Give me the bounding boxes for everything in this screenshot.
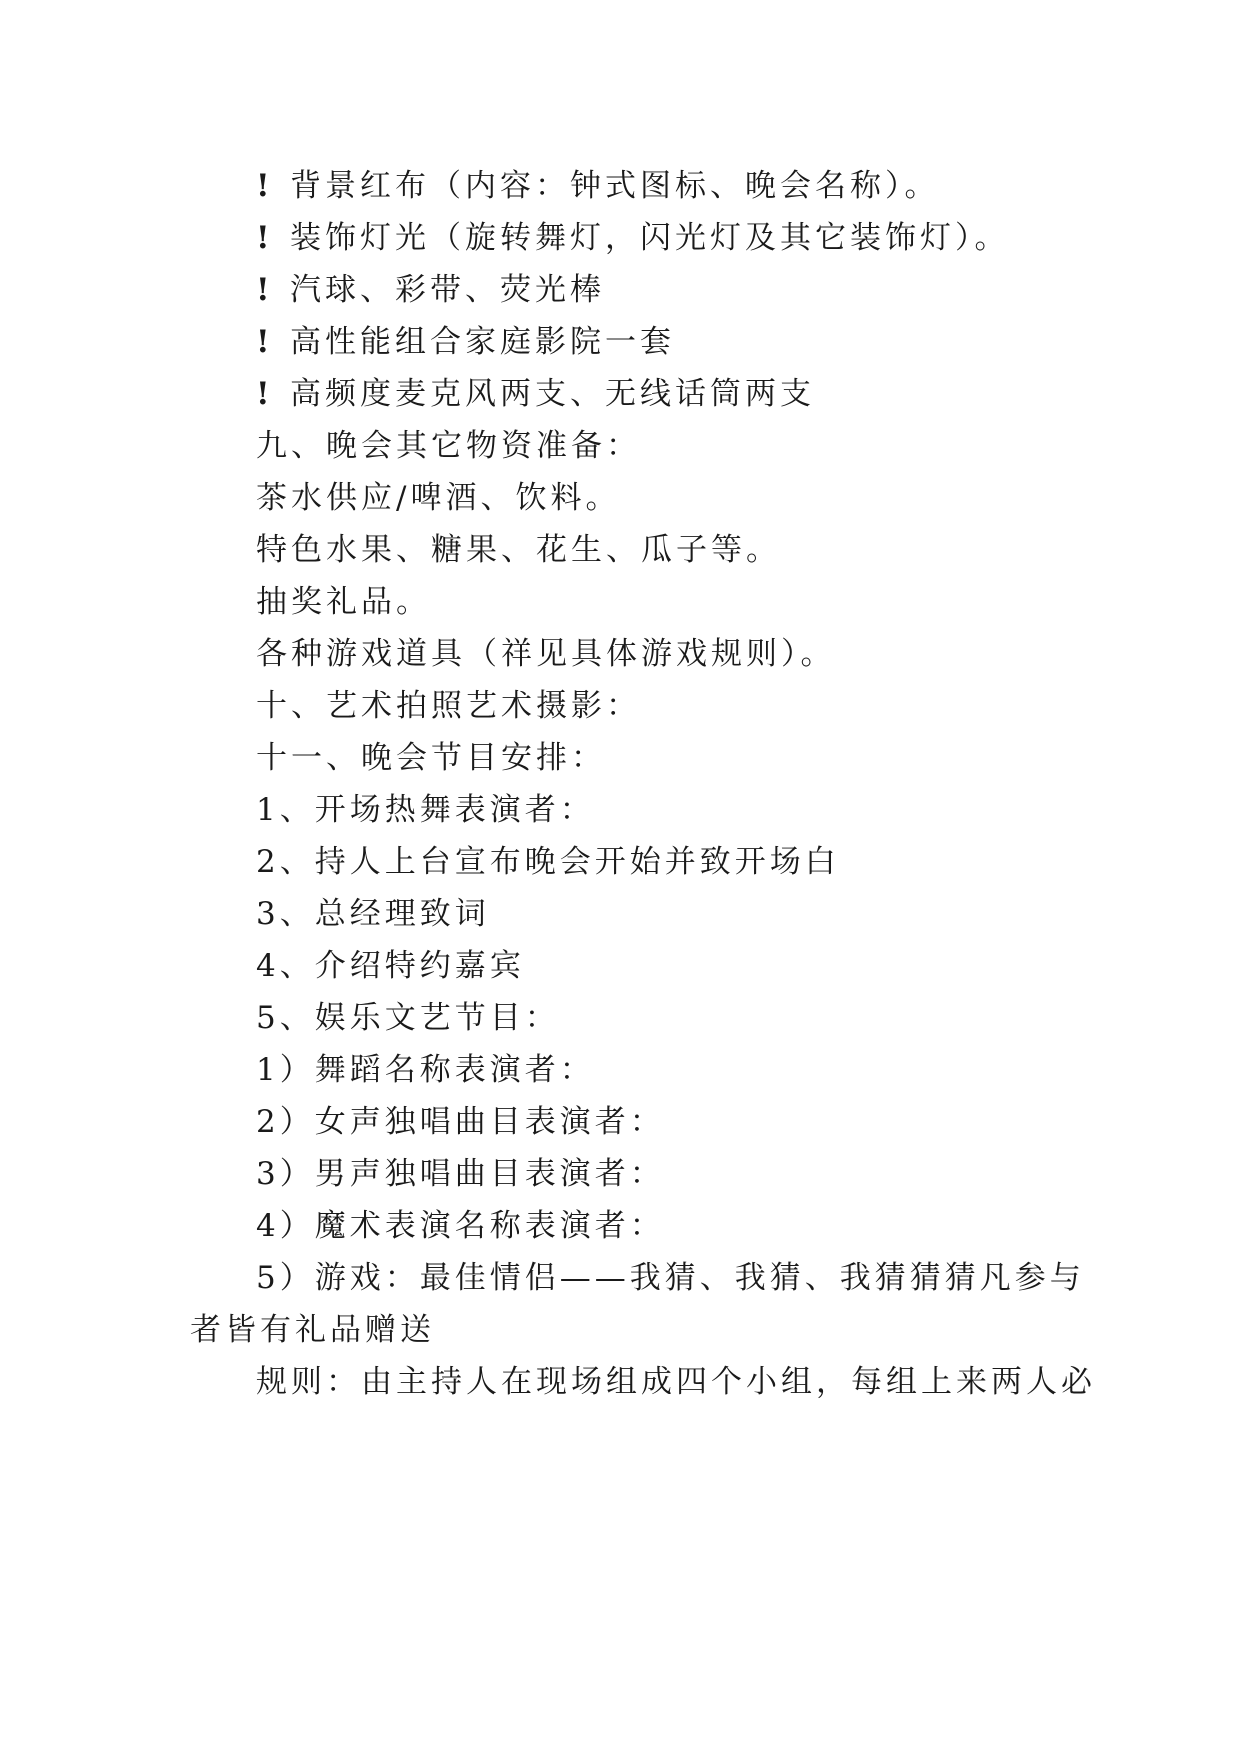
bullet-text: 装饰灯光（旋转舞灯，闪光灯及其它装饰灯）。: [290, 220, 1010, 256]
bullet-line: [190, 322, 1136, 362]
bullet-mark: !: [256, 168, 274, 204]
bullet-line: [190, 166, 1136, 206]
bullet-line: [190, 218, 1136, 258]
paragraph-line: 抽奖礼品。: [256, 584, 431, 620]
paragraph-line: 特色水果、糖果、花生、瓜子等。: [256, 532, 781, 568]
bullet-text: 背景红布（内容：钟式图标、晚会名称）。: [290, 168, 940, 204]
program-item: 4、介绍特约嘉宾: [256, 948, 525, 984]
bullet-mark: !: [256, 376, 274, 412]
paragraph-line: 各种游戏道具（祥见具体游戏规则）。: [256, 636, 836, 672]
bullet-line: [190, 374, 1136, 414]
bullet-line: [190, 270, 1136, 310]
bullet-text: 汽球、彩带、荧光棒: [290, 272, 605, 308]
program-item: 2、持人上台宣布晚会开始并致开场白: [256, 844, 840, 880]
sub-program-item: 2）女声独唱曲目表演者：: [256, 1104, 665, 1140]
bullet-mark: !: [256, 272, 274, 308]
section-heading: 十一、晚会节目安排：: [256, 740, 606, 776]
bullet-mark: !: [256, 220, 274, 256]
sub-program-item: 4）魔术表演名称表演者：: [256, 1208, 665, 1244]
program-item: 3、总经理致词: [256, 896, 490, 932]
bullet-text: 高频度麦克风两支、无线话筒两支: [290, 376, 815, 412]
sub-program-item: 1）舞蹈名称表演者：: [256, 1052, 595, 1088]
sub-program-item: 3）男声独唱曲目表演者：: [256, 1156, 665, 1192]
section-heading: 九、晚会其它物资准备：: [256, 428, 641, 464]
sub-program-item: 5）游戏：最佳情侣——我猜、我猜、我猜猜猜凡参与: [256, 1260, 1085, 1296]
program-item: 5、娱乐文艺节目：: [256, 1000, 560, 1036]
rules-paragraph: 规则：由主持人在现场组成四个小组，每组上来两人必: [256, 1364, 1096, 1400]
program-item: 1、开场热舞表演者：: [256, 792, 595, 828]
paragraph-line: 茶水供应/啤酒、饮料。: [256, 480, 621, 516]
bullet-text: 高性能组合家庭影院一套: [290, 324, 675, 360]
paragraph-line: 者皆有礼品赠送: [190, 1312, 435, 1348]
bullet-mark: !: [256, 324, 274, 360]
section-heading: 十、艺术拍照艺术摄影：: [256, 688, 641, 724]
